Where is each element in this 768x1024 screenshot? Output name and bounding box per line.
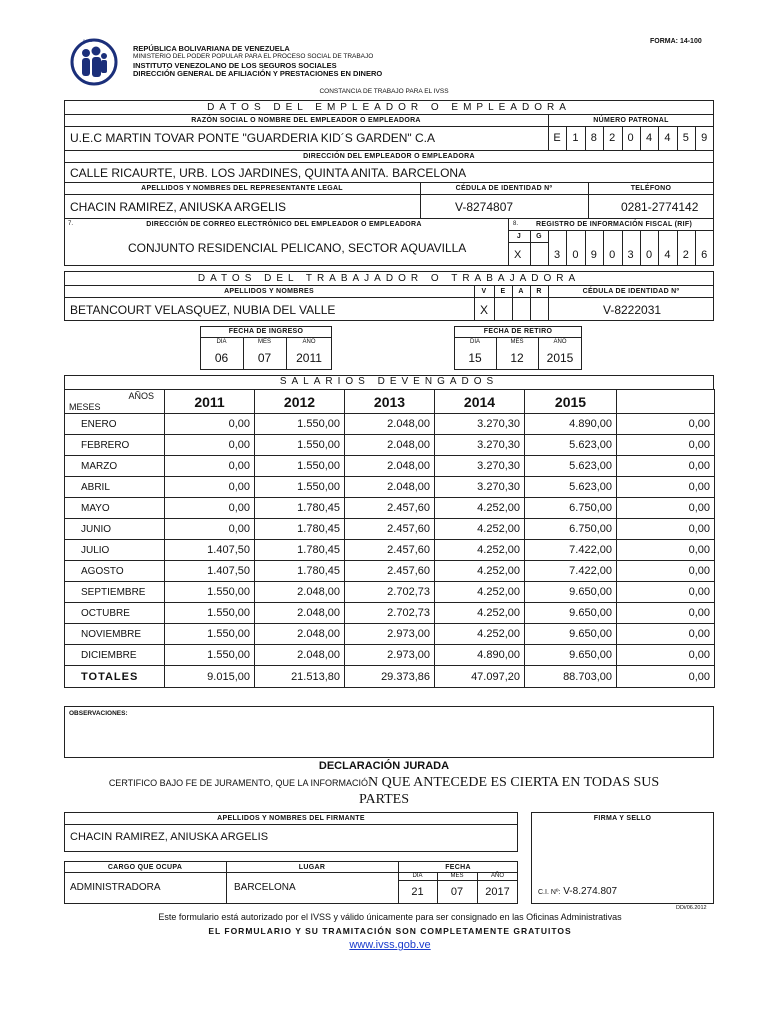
salary-cell: 0,00	[165, 498, 255, 519]
retiro-ano: 2015	[546, 351, 574, 365]
company-name: U.E.C MARTIN TOVAR PONTE "GUARDERIA KID´S GARDEN" C.A	[70, 131, 436, 145]
email-num: 7.	[68, 221, 74, 227]
header-line-2: MINISTERIO DEL PODER POPULAR PARA EL PROCESO SOCIAL DE TRABAJO	[133, 53, 374, 60]
email-value: CONJUNTO RESIDENCIAL PELICANO, SECTOR AQUAVILLA	[128, 241, 467, 255]
salary-cell: 6.750,00	[525, 498, 617, 519]
ingreso-mes-label: MES	[257, 339, 271, 345]
email-label: DIRECCIÓN DE CORREO ELECTRÓNICO DEL EMPLEADOR O EMPLEADORA	[146, 221, 422, 228]
rif-g-label: G	[536, 233, 542, 240]
observations-label: OBSERVACIONES:	[69, 710, 128, 717]
corner-years-label: AÑOS	[128, 391, 154, 401]
retiro-mes-label: MES	[510, 339, 524, 345]
footer-line-2: EL FORMULARIO Y SU TRAMITACIÓN SON COMPLETAMENTE GRATUITOS	[208, 926, 572, 936]
ivss-website-link[interactable]: www.ivss.gob.ve	[349, 939, 431, 951]
year-header-1: 2012	[255, 390, 345, 414]
salary-cell: 1.780,45	[255, 498, 345, 519]
nationality-mark: X	[480, 303, 489, 317]
salary-cell: 4.252,00	[435, 624, 525, 645]
salary-cell: 0,00	[617, 624, 715, 645]
fecha-retiro-label: FECHA DE RETIRO	[483, 328, 553, 335]
salary-cell: 0,00	[617, 582, 715, 603]
salary-cell: 0,00	[617, 645, 715, 666]
month-label: ABRIL	[65, 477, 165, 498]
rif-digit-1: 0	[572, 249, 579, 261]
signer-ci	[538, 886, 617, 897]
retiro-dia-label: DIA	[469, 339, 480, 345]
salary-cell: 1.550,00	[255, 477, 345, 498]
salary-cell: 1.550,00	[255, 435, 345, 456]
patronal-digit-2: 8	[590, 132, 597, 144]
salary-cell: 1.550,00	[165, 582, 255, 603]
salary-cell: 0,00	[617, 603, 715, 624]
fecha-label: FECHA	[445, 864, 471, 871]
month-label: OCTUBRE	[65, 603, 165, 624]
salary-row-mayo	[65, 498, 715, 519]
firma-dia-label: DIA	[412, 873, 423, 879]
salary-cell: 5.623,00	[525, 456, 617, 477]
ingreso-ano-label: AÑO	[302, 339, 316, 345]
footer-code: DDi/06.2012	[676, 905, 707, 911]
declaration-text-large: N QUE ANTECEDE ES CIERTA EN TODAS SUS	[368, 775, 660, 790]
signer-name: CHACIN RAMIREZ, ANIUSKA ARGELIS	[70, 831, 269, 843]
month-label: JULIO	[65, 540, 165, 561]
nat-e-label: E	[500, 288, 506, 295]
nat-r-label: R	[536, 288, 542, 295]
salary-cell: 0,00	[617, 435, 715, 456]
salary-cell: 2.048,00	[345, 435, 435, 456]
salary-cell: 4.890,00	[435, 645, 525, 666]
observations-box	[64, 706, 714, 758]
salaries-section-title: SALARIOS DEVENGADOS	[279, 376, 499, 387]
rif-digit-5: 0	[645, 249, 653, 261]
ingreso-mes: 07	[257, 351, 272, 365]
worker-ci: V-8222031	[603, 303, 662, 317]
patronal-digit-8: 9	[701, 132, 708, 144]
total-cell: 29.373,86	[345, 666, 435, 688]
salary-cell: 0,00	[165, 414, 255, 435]
totals-label: TOTALES	[65, 666, 165, 688]
document-title: CONSTANCIA DE TRABAJO PARA EL IVSS	[319, 88, 449, 95]
patronal-digit-1: 1	[572, 132, 579, 144]
salary-cell: 2.048,00	[255, 603, 345, 624]
signer-ci-value: V-8.274.807	[563, 886, 618, 897]
patronal-number-label: NÚMERO PATRONAL	[593, 117, 669, 124]
rif-digit-6: 4	[664, 249, 671, 261]
salary-cell: 2.048,00	[255, 624, 345, 645]
salary-cell: 2.702,73	[345, 603, 435, 624]
firma-ano: 2017	[485, 886, 510, 898]
cargo-label: CARGO QUE OCUPA	[107, 864, 183, 871]
salary-cell: 1.550,00	[255, 456, 345, 477]
rif-digit-0: 3	[553, 249, 561, 261]
total-cell: 88.703,00	[525, 666, 617, 688]
salary-row-agosto	[65, 561, 715, 582]
salaries-table	[64, 389, 715, 688]
signature-label: FIRMA Y SELLO	[593, 815, 652, 822]
salary-cell: 4.252,00	[435, 561, 525, 582]
year-header-3: 2014	[435, 390, 525, 414]
employer-address-label: DIRECCIÓN DEL EMPLEADOR O EMPLEADORA	[303, 153, 475, 160]
total-cell: 47.097,20	[435, 666, 525, 688]
declaration-text-small: CERTIFICO BAJO FE DE JURAMENTO, QUE LA INFORMACIÓ	[108, 778, 369, 788]
footer-line-1: Este formulario está autorizado por el IVSS y válido únicamente para ser consignado en las Oficinas Administrativas	[158, 912, 622, 922]
worker-name: BETANCOURT VELASQUEZ, NUBIA DEL VALLE	[70, 303, 336, 317]
salary-cell: 0,00	[617, 540, 715, 561]
worker-name-label: APELLIDOS Y NOMBRES	[224, 288, 314, 295]
salary-cell: 4.252,00	[435, 582, 525, 603]
nat-v-label: V	[481, 288, 487, 295]
salary-cell: 0,00	[165, 477, 255, 498]
salary-cell: 4.252,00	[435, 603, 525, 624]
month-label: NOVIEMBRE	[65, 624, 165, 645]
salary-cell: 1.780,45	[255, 540, 345, 561]
month-label: SEPTIEMBRE	[65, 582, 165, 603]
patronal-digit-3: 2	[609, 132, 616, 144]
company-name-label: RAZÓN SOCIAL O NOMBRE DEL EMPLEADOR O EMPLEADORA	[191, 117, 421, 124]
years-months-corner	[65, 390, 165, 414]
years-header-row	[65, 390, 715, 414]
year-header-5	[617, 390, 715, 414]
salary-cell: 2.048,00	[255, 645, 345, 666]
salary-cell: 1.780,45	[255, 561, 345, 582]
salary-cell: 7.422,00	[525, 540, 617, 561]
header-line-1: REPÚBLICA BOLIVARIANA DE VENEZUELA	[133, 44, 290, 53]
salary-cell: 4.252,00	[435, 498, 525, 519]
salary-cell: 5.623,00	[525, 477, 617, 498]
salary-cell: 2.457,60	[345, 519, 435, 540]
phone-number: 0281-2774142	[621, 200, 699, 214]
rif-digit-3: 0	[609, 249, 616, 261]
salary-cell: 4.252,00	[435, 519, 525, 540]
worker-ci-label: CÉDULA DE IDENTIDAD Nº	[582, 288, 680, 295]
signer-name-label: APELLIDOS Y NOMBRES DEL FIRMANTE	[217, 815, 365, 822]
phone-label: TELÉFONO	[630, 185, 672, 192]
patronal-digit-0: E	[553, 132, 561, 144]
year-header-2: 2013	[345, 390, 435, 414]
salary-cell: 2.048,00	[345, 477, 435, 498]
firma-mes-label: MES	[450, 873, 464, 879]
retiro-dia: 15	[468, 351, 482, 365]
salary-cell: 0,00	[617, 561, 715, 582]
salary-row-septiembre	[65, 582, 715, 603]
firma-mes: 07	[450, 886, 464, 898]
salary-cell: 9.650,00	[525, 582, 617, 603]
firma-ano-label: AÑO	[490, 873, 504, 879]
salary-row-octubre	[65, 603, 715, 624]
retiro-ano-label: AÑO	[553, 339, 567, 345]
salary-cell: 0,00	[617, 456, 715, 477]
salary-cell: 9.650,00	[525, 603, 617, 624]
logo-text: IVSS	[83, 38, 93, 43]
salary-cell: 2.048,00	[255, 582, 345, 603]
rif-digit-2: 9	[590, 249, 597, 261]
total-cell: 21.513,80	[255, 666, 345, 688]
salary-row-julio	[65, 540, 715, 561]
ingreso-dia: 06	[214, 351, 229, 365]
patronal-digit-5: 4	[645, 132, 653, 144]
rif-digit-8: 6	[701, 249, 708, 261]
salary-cell: 1.407,50	[165, 540, 255, 561]
salary-cell: 6.750,00	[525, 519, 617, 540]
year-header-4: 2015	[525, 390, 617, 414]
salary-cell: 2.048,00	[345, 456, 435, 477]
salary-cell: 1.780,45	[255, 519, 345, 540]
rif-label: REGISTRO DE INFORMACIÓN FISCAL (RIF)	[536, 221, 693, 228]
month-label: DICIEMBRE	[65, 645, 165, 666]
salary-row-febrero	[65, 435, 715, 456]
salary-row-marzo	[65, 456, 715, 477]
salary-cell: 0,00	[165, 435, 255, 456]
ingreso-dia-label: DIA	[216, 339, 227, 345]
salary-cell: 3.270,30	[435, 477, 525, 498]
month-label: MARZO	[65, 456, 165, 477]
salary-cell: 5.623,00	[525, 435, 617, 456]
salary-row-noviembre	[65, 624, 715, 645]
salary-cell: 4.890,00	[525, 414, 617, 435]
declaration-text-end: PARTES	[359, 792, 409, 807]
salary-cell: 7.422,00	[525, 561, 617, 582]
salary-row-abril	[65, 477, 715, 498]
salary-cell: 1.550,00	[165, 603, 255, 624]
totals-row	[65, 666, 715, 688]
salary-row-enero	[65, 414, 715, 435]
salary-cell: 2.457,60	[345, 498, 435, 519]
salary-cell: 1.407,50	[165, 561, 255, 582]
rif-num: 8.	[513, 221, 519, 227]
lugar-label: LUGAR	[298, 864, 326, 871]
salary-row-junio	[65, 519, 715, 540]
salary-cell: 0,00	[617, 477, 715, 498]
salary-cell: 1.550,00	[165, 624, 255, 645]
firma-dia: 21	[411, 886, 424, 898]
salary-cell: 3.270,30	[435, 414, 525, 435]
year-header-0: 2011	[165, 390, 255, 414]
lugar-value: BARCELONA	[234, 882, 296, 893]
salary-cell: 9.650,00	[525, 645, 617, 666]
month-label: ENERO	[65, 414, 165, 435]
ingreso-ano: 2011	[296, 351, 322, 365]
total-cell: 0,00	[617, 666, 715, 688]
corner-months-label: MESES	[69, 402, 101, 412]
nat-a-label: A	[518, 288, 524, 295]
salary-cell: 2.457,60	[345, 540, 435, 561]
salary-cell: 0,00	[165, 456, 255, 477]
patronal-digit-4: 0	[627, 132, 634, 144]
ivss-logo	[70, 38, 118, 86]
retiro-mes: 12	[510, 351, 524, 365]
salary-cell: 3.270,30	[435, 456, 525, 477]
declaration-title: DECLARACIÓN JURADA	[318, 760, 450, 772]
employer-section-title: DATOS DEL EMPLEADOR O EMPLEADORA	[207, 102, 571, 113]
rif-digit-4: 3	[627, 249, 634, 261]
salary-cell: 1.550,00	[165, 645, 255, 666]
salary-cell: 2.973,00	[345, 624, 435, 645]
salary-cell: 2.048,00	[345, 414, 435, 435]
patronal-digit-6: 4	[664, 132, 671, 144]
declaration-text	[0, 773, 768, 791]
employer-address: CALLE RICAURTE, URB. LOS JARDINES, QUINTA ANITA. BARCELONA	[70, 166, 467, 180]
salary-cell: 2.457,60	[345, 561, 435, 582]
salary-cell: 2.702,73	[345, 582, 435, 603]
salary-cell: 0,00	[617, 519, 715, 540]
month-label: AGOSTO	[65, 561, 165, 582]
header-line-3: INSTITUTO VENEZOLANO DE LOS SEGUROS SOCIALES	[133, 61, 337, 70]
rep-ci-label: CÉDULA DE IDENTIDAD Nº	[455, 185, 553, 192]
salary-cell: 2.973,00	[345, 645, 435, 666]
month-label: FEBRERO	[65, 435, 165, 456]
rif-j-label: J	[516, 233, 522, 240]
worker-section-title: DATOS DEL TRABAJADOR O TRABAJADORA	[197, 273, 581, 284]
rif-digit-7: 2	[682, 249, 689, 261]
salary-cell: 4.252,00	[435, 540, 525, 561]
salary-cell: 3.270,30	[435, 435, 525, 456]
salary-cell: 9.650,00	[525, 624, 617, 645]
salary-cell: 0,00	[617, 498, 715, 519]
legal-rep-name: CHACIN RAMIREZ, ANIUSKA ARGELIS	[70, 200, 287, 214]
salary-row-diciembre	[65, 645, 715, 666]
header-line-4: DIRECCIÓN GENERAL DE AFILIACIÓN Y PRESTACIONES EN DINERO	[133, 69, 383, 78]
salary-cell: 1.550,00	[255, 414, 345, 435]
month-label: MAYO	[65, 498, 165, 519]
month-label: JUNIO	[65, 519, 165, 540]
total-cell: 9.015,00	[165, 666, 255, 688]
cargo-value: ADMINISTRADORA	[70, 882, 161, 893]
rif-type-mark: X	[514, 249, 522, 261]
salary-cell: 0,00	[165, 519, 255, 540]
signer-ci-label: C.I. Nº:	[538, 889, 561, 896]
fecha-ingreso-label: FECHA DE INGRESO	[228, 328, 304, 335]
rep-ci: V-8274807	[455, 200, 514, 214]
form-code: FORMA: 14-100	[650, 38, 702, 45]
patronal-digit-7: 5	[682, 132, 689, 144]
salary-cell: 0,00	[617, 414, 715, 435]
legal-rep-label: APELLIDOS Y NOMBRES DEL REPRESENTANTE LEGAL	[141, 185, 343, 192]
